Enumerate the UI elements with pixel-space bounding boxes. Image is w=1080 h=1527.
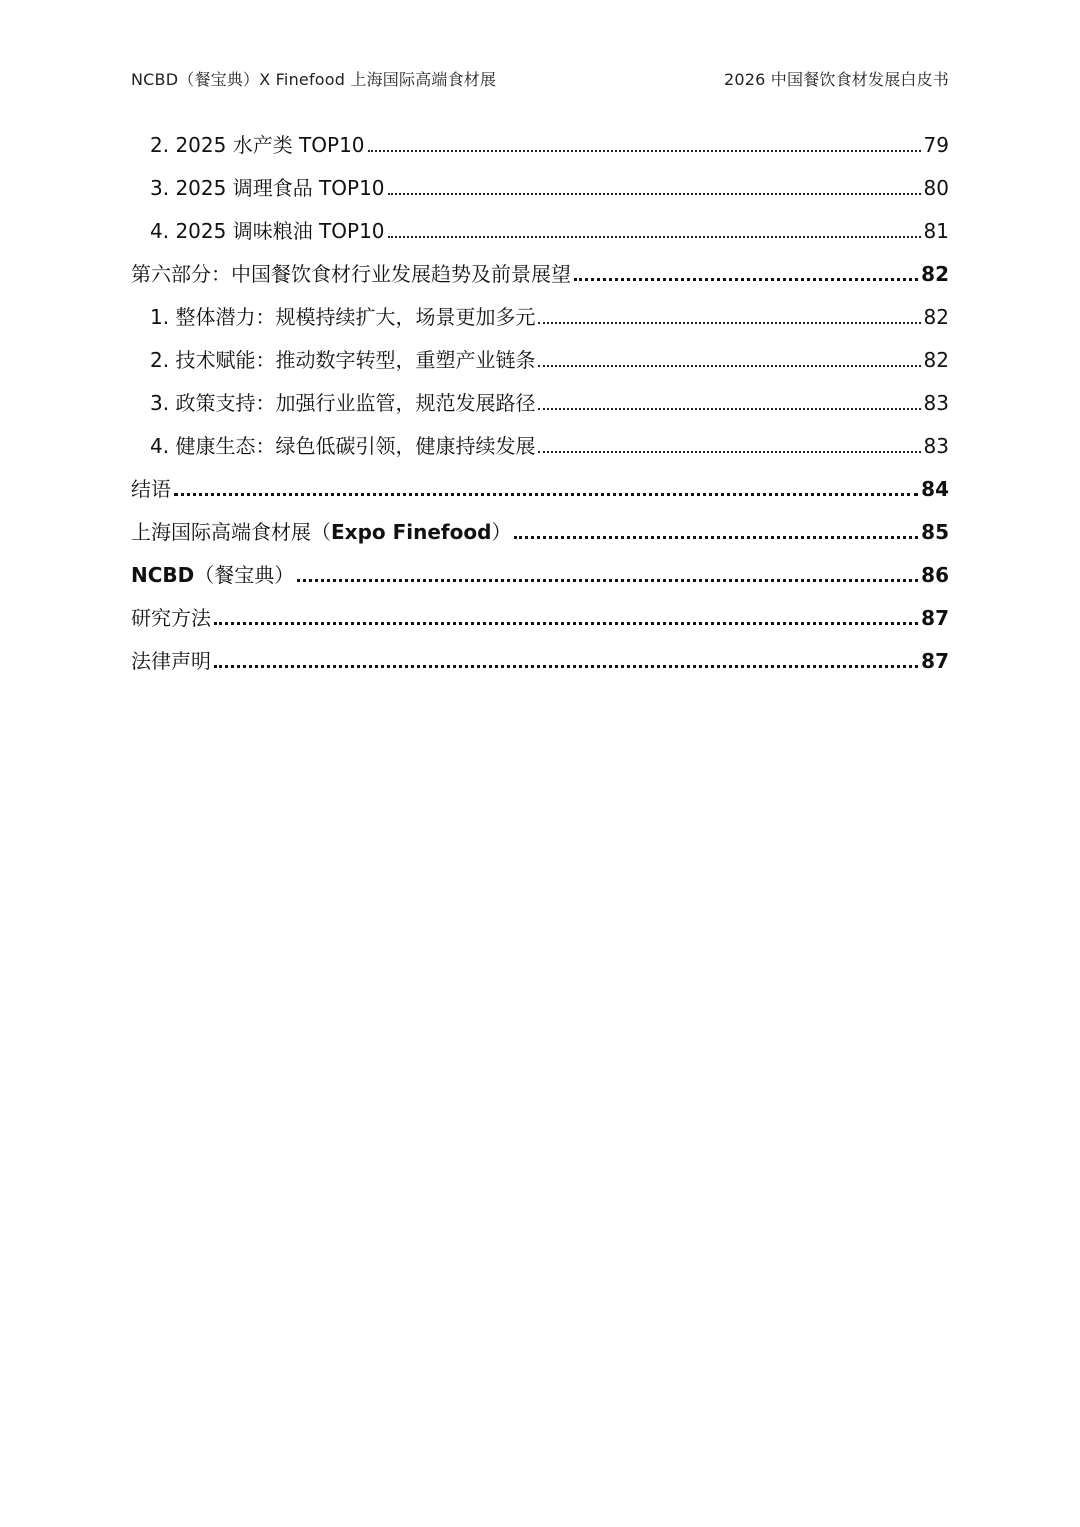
- toc-dot-leader: [297, 579, 918, 582]
- header-right-title: 2026 中国餐饮食材发展白皮书: [723, 69, 949, 89]
- toc-dot-leader: [538, 365, 920, 367]
- toc-entry-title: 4. 2025 调味粮油 TOP10: [150, 219, 385, 243]
- toc-entry-seasoning-grain-oil-top10[interactable]: [131, 210, 949, 253]
- toc-page-number: 86: [921, 563, 949, 587]
- toc-entry-expo-finefood[interactable]: [131, 511, 949, 554]
- toc-dot-leader: [538, 322, 920, 324]
- toc-page-number: 83: [923, 391, 949, 415]
- toc-entry-research-methods[interactable]: [131, 597, 949, 640]
- toc-title-strong: NCBD: [131, 563, 195, 587]
- toc-entry-healthy-ecology[interactable]: [131, 425, 949, 468]
- toc-entry-policy-support[interactable]: [131, 382, 949, 425]
- toc-entry-title: 法律声明: [131, 649, 211, 673]
- header-left-title: NCBD（餐宝典）X Finefood 上海国际高端食材展: [131, 69, 497, 89]
- toc-entry-prepared-food-top10[interactable]: [131, 167, 949, 210]
- toc-page-number: 84: [921, 477, 949, 501]
- toc-entry-title: 3. 政策支持：加强行业监管，规范发展路径: [150, 391, 536, 415]
- toc-dot-leader: [538, 408, 920, 410]
- toc-entry-title: 4. 健康生态：绿色低碳引领，健康持续发展: [150, 434, 536, 458]
- toc-dot-leader: [388, 236, 921, 238]
- toc-title-suffix: （餐宝典）: [194, 563, 295, 587]
- toc-title-strong: Expo Finefood: [331, 520, 492, 544]
- toc-page-number: 87: [921, 606, 949, 630]
- toc-page-number: 82: [923, 305, 949, 329]
- toc-entry-ncbd[interactable]: [131, 554, 949, 597]
- toc-entry-title: [131, 520, 511, 544]
- toc-entry-part-six[interactable]: [131, 253, 949, 296]
- toc-title-prefix: 上海国际高端食材展（: [131, 520, 331, 544]
- toc-dot-leader: [174, 493, 918, 496]
- table-of-contents: [131, 124, 949, 683]
- toc-entry-title: 第六部分：中国餐饮食材行业发展趋势及前景展望: [131, 262, 571, 286]
- toc-title-suffix: ）: [491, 520, 512, 544]
- toc-dot-leader: [538, 451, 920, 453]
- toc-page-number: 81: [923, 219, 949, 243]
- toc-page-number: 83: [923, 434, 949, 458]
- toc-entry-legal-statement[interactable]: [131, 640, 949, 683]
- toc-page-number: 80: [923, 176, 949, 200]
- toc-page-number: 82: [923, 348, 949, 372]
- toc-dot-leader: [388, 193, 921, 195]
- toc-entry-title: 结语: [131, 477, 171, 501]
- toc-page-number: 82: [921, 262, 949, 286]
- toc-dot-leader: [214, 665, 918, 668]
- toc-page-number: 85: [921, 520, 949, 544]
- toc-entry-title: 2. 2025 水产类 TOP10: [150, 133, 365, 157]
- toc-page-number: 87: [921, 649, 949, 673]
- toc-dot-leader: [514, 536, 918, 539]
- toc-entry-conclusion[interactable]: [131, 468, 949, 511]
- toc-entry-title: 3. 2025 调理食品 TOP10: [150, 176, 385, 200]
- toc-dot-leader: [574, 278, 918, 281]
- toc-entry-tech-empowerment[interactable]: [131, 339, 949, 382]
- page-header: [131, 66, 949, 90]
- toc-entry-title: [131, 563, 294, 587]
- toc-dot-leader: [368, 150, 921, 152]
- toc-entry-title: 2. 技术赋能：推动数字转型，重塑产业链条: [150, 348, 536, 372]
- toc-dot-leader: [214, 622, 918, 625]
- toc-entry-title: 研究方法: [131, 606, 211, 630]
- toc-page-number: 79: [923, 133, 949, 157]
- toc-entry-overall-potential[interactable]: [131, 296, 949, 339]
- toc-entry-aquatic-top10[interactable]: [131, 124, 949, 167]
- toc-entry-title: 1. 整体潜力：规模持续扩大，场景更加多元: [150, 305, 536, 329]
